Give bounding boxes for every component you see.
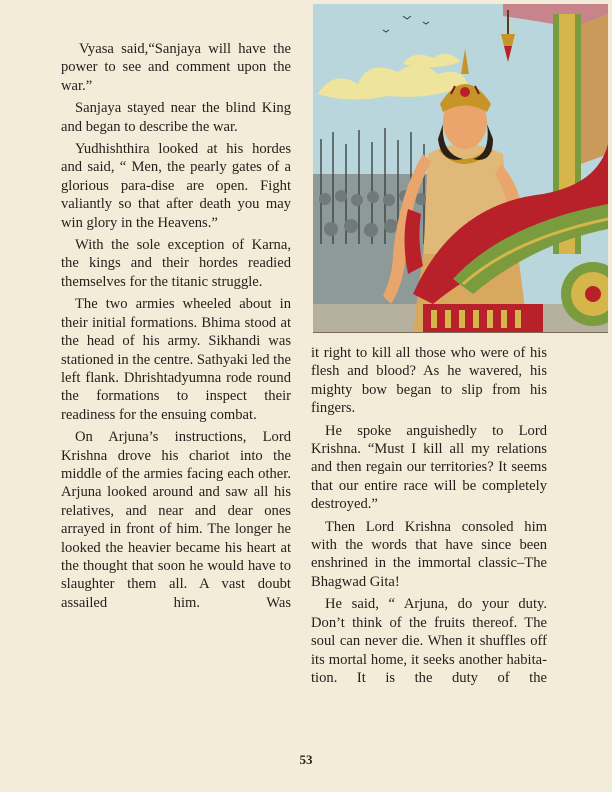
paragraph: Then Lord Krishna consoled him with the words that have since been enshrined in the immortal classic–The Bhagwad Gita! (311, 518, 547, 590)
krishna-chariot-illustration (313, 4, 608, 333)
left-text-column (61, 40, 291, 616)
paragraph: He said, “ Arjuna, do your duty. Don’t think of the fruits thereof. The soul can never die. When it shuffles off its mortal home, it seeks another habita-tion. It is the duty of the (311, 596, 547, 686)
paragraph: The two armies wheeled about in their initial formations. Bhima stood at the head of his army. Sikhandi was stationed in the centre. Sathyaki led the left flank. Dhrishtadyumna rode round the formations to inspect their readiness for the ensuing combat. (61, 296, 291, 423)
paragraph: it right to kill all those who were of his flesh and blood? As he wavered, his mighty bow began to slip from his fingers. (311, 345, 547, 417)
paragraph: He spoke anguishedly to Lord Krishna. “Must I kill all my relations and then regain our territories? It seems that our entire race will be completely destroyed.” (311, 422, 547, 513)
page-number: 53 (299, 752, 313, 767)
paragraph: Yudhishthira looked at his hordes and said, “ Men, the pearly gates of a glorious para-dise are open. Fight valiantly so that after death you may win glory in the Heavens.” (61, 141, 291, 231)
paragraph: On Arjuna’s instructions, Lord Krishna drove his chariot into the middle of the armies facing each other. Arjuna looked around and saw all his relatives, and near and dear ones arrayed in front of him. The longer he looked the heavier became his heart at the thought that soon he would have to slaughter them all. A vast doubt assailed him. Was (61, 429, 291, 611)
paragraph: Sanjaya stayed near the blind King and began to describe the war. (61, 100, 291, 135)
right-text-column (311, 344, 547, 691)
paragraph: Vyasa said,“Sanjaya will have the power to see and comment upon the war.” (61, 41, 291, 94)
paragraph: With the sole exception of Karna, the kings and their hordes readied themselves for the titanic struggle. (61, 237, 291, 290)
